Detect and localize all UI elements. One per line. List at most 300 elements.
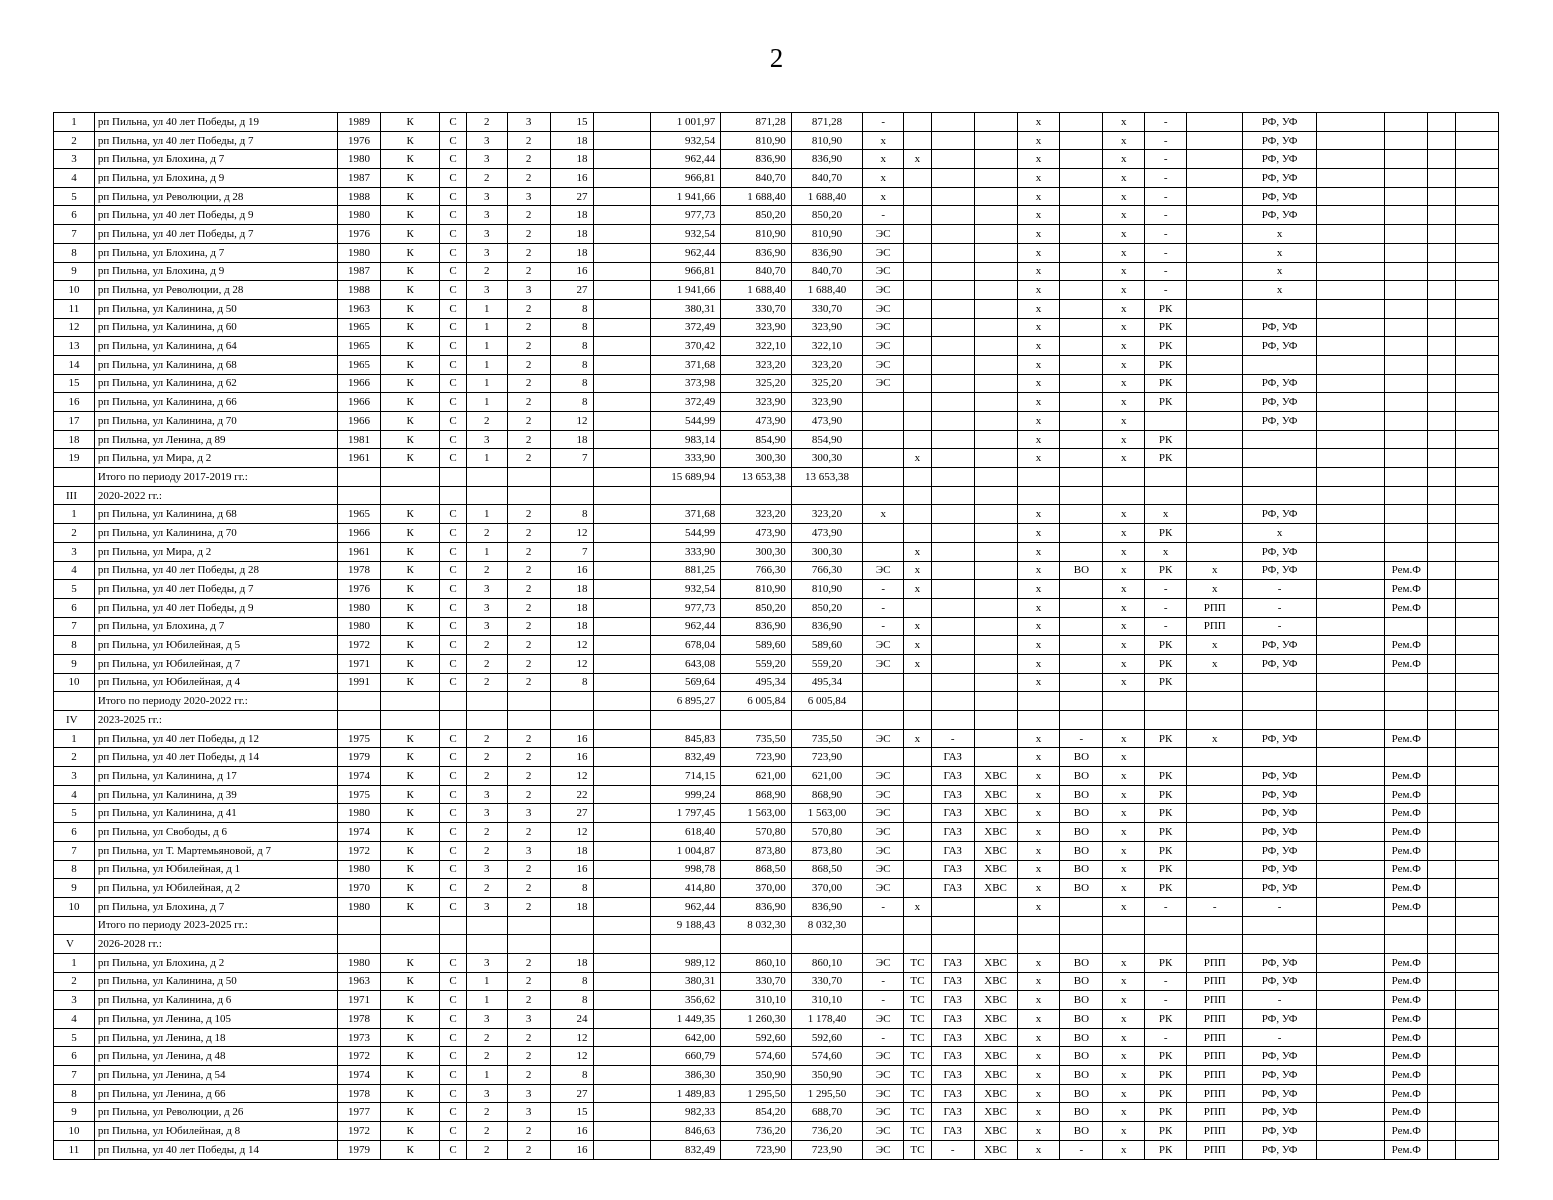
table-cell: рп Пильна, ул Ленина, д 18 (94, 1028, 337, 1047)
table-row (54, 1010, 1499, 1029)
table-cell: 810,90 (791, 225, 863, 244)
table-cell: С (440, 262, 467, 281)
table-cell: К (380, 430, 439, 449)
table-cell (1385, 412, 1428, 431)
table-cell: С (440, 374, 467, 393)
table-row (54, 654, 1499, 673)
table-cell: РК (1145, 785, 1187, 804)
table-cell (550, 935, 593, 954)
table-cell: x (1243, 262, 1317, 281)
table-cell (1455, 355, 1498, 374)
table-cell (1243, 916, 1317, 935)
table-cell: 2 (507, 318, 550, 337)
spacer-cell (593, 860, 650, 879)
table-cell (1385, 505, 1428, 524)
spacer-cell (593, 935, 650, 954)
table-cell (507, 486, 550, 505)
table-cell (1455, 879, 1498, 898)
table-cell: 1963 (338, 299, 381, 318)
table-cell: 723,90 (791, 1140, 863, 1159)
table-cell: - (1145, 991, 1187, 1010)
table-cell: 962,44 (650, 617, 721, 636)
table-cell: 840,70 (791, 169, 863, 188)
table-cell: РФ, УФ (1243, 1066, 1317, 1085)
table-cell: 1991 (338, 673, 381, 692)
table-cell: 371,68 (650, 505, 721, 524)
table-cell: РК (1145, 374, 1187, 393)
table-cell: 300,30 (721, 542, 792, 561)
table-cell: 2 (466, 673, 507, 692)
table-cell: 850,20 (791, 598, 863, 617)
table-cell: РК (1145, 1103, 1187, 1122)
table-cell: рп Пильна, ул Ленина, д 54 (94, 1066, 337, 1085)
table-cell: 1972 (338, 636, 381, 655)
table-cell (1316, 468, 1384, 487)
spacer-cell (593, 299, 650, 318)
spacer-cell (1428, 1084, 1456, 1103)
table-cell: 6 895,27 (650, 692, 721, 711)
table-cell: 323,90 (721, 318, 792, 337)
table-cell: 998,78 (650, 860, 721, 879)
table-cell: 19 (54, 449, 95, 468)
table-cell: x (863, 169, 904, 188)
table-cell: x (1017, 580, 1060, 599)
table-cell (1385, 355, 1428, 374)
table-cell: - (863, 617, 904, 636)
table-cell (1187, 281, 1243, 300)
table-cell (1060, 430, 1103, 449)
table-cell: С (440, 879, 467, 898)
table-cell: рп Пильна, ул Юбилейная, д 5 (94, 636, 337, 655)
table-cell: Рем.Ф (1385, 785, 1428, 804)
table-cell (1187, 748, 1243, 767)
table-cell: x (1017, 542, 1060, 561)
table-cell: К (380, 113, 439, 132)
table-cell: 854,90 (721, 430, 792, 449)
table-cell: 3 (466, 131, 507, 150)
table-cell (974, 412, 1017, 431)
table-cell: 3 (466, 281, 507, 300)
table-row (54, 897, 1499, 916)
table-cell (466, 486, 507, 505)
table-cell: ЭС (863, 841, 904, 860)
table-cell: x (1103, 187, 1145, 206)
table-cell: рп Пильна, ул Юбилейная, д 2 (94, 879, 337, 898)
table-cell (863, 692, 904, 711)
table-cell (974, 449, 1017, 468)
table-cell (974, 281, 1017, 300)
table-cell: x (1103, 131, 1145, 150)
table-cell: рп Пильна, ул Блохина, д 9 (94, 169, 337, 188)
table-cell: 8 (550, 991, 593, 1010)
table-cell (1103, 692, 1145, 711)
table-cell: 574,60 (791, 1047, 863, 1066)
table-cell: x (1103, 542, 1145, 561)
table-cell: РПП (1187, 598, 1243, 617)
table-cell: 1965 (338, 337, 381, 356)
table-cell (466, 692, 507, 711)
table-cell (1455, 206, 1498, 225)
table-cell: рп Пильна, ул 40 лет Победы, д 12 (94, 729, 337, 748)
table-cell: - (863, 991, 904, 1010)
table-cell (904, 673, 932, 692)
table-cell: ГАЗ (931, 1028, 974, 1047)
table-cell: 2 (507, 953, 550, 972)
table-cell: 1966 (338, 412, 381, 431)
table-cell: ГАЗ (931, 1122, 974, 1141)
table-cell: 2 (507, 654, 550, 673)
table-cell: 932,54 (650, 580, 721, 599)
table-cell: 3 (507, 1010, 550, 1029)
table-cell: С (440, 748, 467, 767)
table-cell (440, 711, 467, 730)
table-cell: рп Пильна, ул Калинина, д 70 (94, 524, 337, 543)
table-cell (1455, 412, 1498, 431)
table-cell: 1989 (338, 113, 381, 132)
table-cell: ГАЗ (931, 1066, 974, 1085)
table-cell: 854,90 (791, 430, 863, 449)
table-cell: 323,90 (791, 393, 863, 412)
table-cell: РПП (1187, 1066, 1243, 1085)
table-cell: - (1145, 262, 1187, 281)
table-cell: ВО (1060, 804, 1103, 823)
table-cell (507, 935, 550, 954)
table-cell: 27 (550, 1084, 593, 1103)
table-cell (1060, 337, 1103, 356)
table-cell: 2 (507, 636, 550, 655)
table-cell: 1961 (338, 449, 381, 468)
table-cell: ЭС (863, 636, 904, 655)
spacer-cell (1428, 991, 1456, 1010)
table-cell: 1 (54, 953, 95, 972)
table-cell: РК (1145, 449, 1187, 468)
table-cell: 2 (54, 131, 95, 150)
table-row (54, 860, 1499, 879)
table-cell (1060, 505, 1103, 524)
table-cell (1455, 860, 1498, 879)
table-cell: ГАЗ (931, 804, 974, 823)
table-cell: рп Пильна, ул Ленина, д 66 (94, 1084, 337, 1103)
table-cell: x (1017, 860, 1060, 879)
table-cell: рп Пильна, ул Калинина, д 39 (94, 785, 337, 804)
table-cell: x (904, 580, 932, 599)
table-cell: x (1017, 953, 1060, 972)
table-cell: x (1103, 449, 1145, 468)
table-cell (974, 225, 1017, 244)
table-cell: РФ, УФ (1243, 393, 1317, 412)
table-cell: 1976 (338, 225, 381, 244)
table-cell: 592,60 (721, 1028, 792, 1047)
table-cell: - (1243, 1028, 1317, 1047)
table-cell: 6 (54, 206, 95, 225)
table-cell: x (1017, 804, 1060, 823)
table-cell: 618,40 (650, 823, 721, 842)
table-cell (974, 711, 1017, 730)
table-cell: ГАЗ (931, 823, 974, 842)
table-cell: x (1103, 953, 1145, 972)
table-cell (1103, 935, 1145, 954)
table-cell: 300,30 (791, 449, 863, 468)
table-cell: РК (1145, 673, 1187, 692)
table-cell: 544,99 (650, 524, 721, 543)
table-cell: ВО (1060, 860, 1103, 879)
table-cell: 2 (507, 879, 550, 898)
table-cell: К (380, 1047, 439, 1066)
table-cell: 12 (550, 767, 593, 786)
table-cell (1455, 1028, 1498, 1047)
table-cell: С (440, 524, 467, 543)
spacer-cell (1428, 337, 1456, 356)
table-cell: 544,99 (650, 412, 721, 431)
table-cell (1187, 187, 1243, 206)
table-cell: 380,31 (650, 972, 721, 991)
table-cell (931, 113, 974, 132)
table-cell: 5 (54, 1028, 95, 1047)
table-cell: - (863, 598, 904, 617)
table-cell: 1 449,35 (650, 1010, 721, 1029)
table-cell (1385, 225, 1428, 244)
table-cell: x (1103, 393, 1145, 412)
table-cell (974, 318, 1017, 337)
table-cell (54, 916, 95, 935)
table-cell: 2 (466, 748, 507, 767)
table-cell: III (54, 486, 95, 505)
table-cell (904, 879, 932, 898)
table-cell: ТС (904, 972, 932, 991)
table-cell (974, 561, 1017, 580)
spacer-cell (593, 169, 650, 188)
table-cell: 10 (54, 673, 95, 692)
table-cell: 3 (466, 580, 507, 599)
table-cell: 592,60 (791, 1028, 863, 1047)
table-cell: РФ, УФ (1243, 542, 1317, 561)
table-cell: 2 (466, 524, 507, 543)
table-cell (1243, 449, 1317, 468)
table-cell: ГАЗ (931, 991, 974, 1010)
table-cell: 840,70 (791, 262, 863, 281)
table-cell: 1 941,66 (650, 281, 721, 300)
table-cell: рп Пильна, ул 40 лет Победы, д 7 (94, 580, 337, 599)
table-cell: 2 (54, 972, 95, 991)
table-row (54, 1028, 1499, 1047)
table-cell: 1978 (338, 1010, 381, 1029)
table-cell: 8 (550, 337, 593, 356)
table-cell: 1 688,40 (721, 187, 792, 206)
table-cell: С (440, 225, 467, 244)
table-cell (1060, 468, 1103, 487)
table-cell: 642,00 (650, 1028, 721, 1047)
table-cell: 723,90 (791, 748, 863, 767)
table-cell (1316, 598, 1384, 617)
table-row (54, 225, 1499, 244)
table-cell: 18 (550, 243, 593, 262)
table-row (54, 150, 1499, 169)
table-cell (1103, 916, 1145, 935)
table-cell: ЭС (863, 561, 904, 580)
table-cell: 873,80 (791, 841, 863, 860)
spacer-cell (593, 449, 650, 468)
table-cell (974, 673, 1017, 692)
table-cell: ВО (1060, 1103, 1103, 1122)
table-cell (338, 916, 381, 935)
table-cell: 2 (507, 206, 550, 225)
table-cell: ЭС (863, 281, 904, 300)
table-cell: 832,49 (650, 748, 721, 767)
table-cell: РПП (1187, 991, 1243, 1010)
table-cell (904, 692, 932, 711)
table-cell: РК (1145, 355, 1187, 374)
table-cell: 323,20 (791, 355, 863, 374)
table-cell (1316, 673, 1384, 692)
spacer-cell (1428, 468, 1456, 487)
spacer-cell (593, 505, 650, 524)
table-cell: 7 (54, 617, 95, 636)
table-cell: ХВС (974, 972, 1017, 991)
table-cell (1316, 916, 1384, 935)
table-cell (1455, 916, 1498, 935)
table-cell (931, 150, 974, 169)
table-cell (1060, 916, 1103, 935)
spacer-cell (593, 729, 650, 748)
table-cell (974, 505, 1017, 524)
table-cell (338, 468, 381, 487)
table-cell (1385, 113, 1428, 132)
spacer-cell (593, 206, 650, 225)
table-cell: 1980 (338, 150, 381, 169)
table-cell: 678,04 (650, 636, 721, 655)
table-cell: x (1145, 542, 1187, 561)
table-row (54, 131, 1499, 150)
table-cell: РФ, УФ (1243, 1103, 1317, 1122)
table-cell (1060, 580, 1103, 599)
table-cell: 962,44 (650, 897, 721, 916)
spacer-cell (593, 187, 650, 206)
table-cell (1060, 654, 1103, 673)
table-cell: 570,80 (721, 823, 792, 842)
table-cell (1243, 430, 1317, 449)
table-cell: С (440, 953, 467, 972)
table-cell: 16 (550, 729, 593, 748)
table-cell: x (1243, 225, 1317, 244)
table-cell: 18 (550, 598, 593, 617)
spacer-cell (1428, 225, 1456, 244)
table-cell (904, 243, 932, 262)
table-row (54, 169, 1499, 188)
table-cell (380, 711, 439, 730)
table-cell: РФ, УФ (1243, 729, 1317, 748)
table-cell: 860,10 (791, 953, 863, 972)
table-cell: - (1060, 729, 1103, 748)
table-cell: РФ, УФ (1243, 113, 1317, 132)
table-cell (1316, 897, 1384, 916)
table-cell: С (440, 636, 467, 655)
table-cell: РК (1145, 561, 1187, 580)
table-cell (904, 281, 932, 300)
table-cell (1455, 393, 1498, 412)
table-cell (1316, 1103, 1384, 1122)
spacer-cell (593, 804, 650, 823)
table-cell (1316, 486, 1384, 505)
table-cell: x (1017, 823, 1060, 842)
table-cell: С (440, 804, 467, 823)
table-cell: 372,49 (650, 318, 721, 337)
table-cell (1187, 412, 1243, 431)
spacer-cell (1428, 1047, 1456, 1066)
table-cell (904, 262, 932, 281)
table-cell: x (904, 561, 932, 580)
table-cell (904, 206, 932, 225)
table-cell: рп Пильна, ул Калинина, д 41 (94, 804, 337, 823)
table-cell: 1978 (338, 1084, 381, 1103)
table-cell (1385, 468, 1428, 487)
table-row (54, 823, 1499, 842)
table-cell: С (440, 206, 467, 225)
spacer-cell (593, 972, 650, 991)
table-cell: - (1145, 281, 1187, 300)
table-cell: 1 178,40 (791, 1010, 863, 1029)
table-cell (904, 187, 932, 206)
spacer-cell (593, 748, 650, 767)
table-cell: 983,14 (650, 430, 721, 449)
table-cell: К (380, 580, 439, 599)
table-cell: К (380, 972, 439, 991)
table-cell: С (440, 412, 467, 431)
spacer-cell (593, 374, 650, 393)
table-cell (904, 711, 932, 730)
table-cell: рп Пильна, ул Калинина, д 17 (94, 767, 337, 786)
total-row (54, 916, 1499, 935)
table-cell: 323,20 (791, 505, 863, 524)
table-cell (1455, 991, 1498, 1010)
spacer-cell (1428, 150, 1456, 169)
table-cell: ЭС (863, 654, 904, 673)
table-cell: С (440, 785, 467, 804)
table-cell: - (1243, 580, 1317, 599)
table-cell: ВО (1060, 767, 1103, 786)
table-cell: С (440, 897, 467, 916)
table-cell (931, 897, 974, 916)
table-cell (1017, 486, 1060, 505)
table-cell: - (931, 729, 974, 748)
table-cell: С (440, 841, 467, 860)
table-cell: 2 (466, 823, 507, 842)
table-row (54, 636, 1499, 655)
table-cell: 310,10 (791, 991, 863, 1010)
table-cell: 1980 (338, 598, 381, 617)
table-cell: 323,20 (721, 505, 792, 524)
table-cell: 932,54 (650, 225, 721, 244)
table-cell: 3 (466, 150, 507, 169)
table-row (54, 299, 1499, 318)
table-row (54, 841, 1499, 860)
table-cell: 22 (550, 785, 593, 804)
table-cell (1316, 505, 1384, 524)
table-row (54, 580, 1499, 599)
table-cell: 16 (550, 262, 593, 281)
table-cell: x (1103, 430, 1145, 449)
table-cell: рп Пильна, ул Революции, д 26 (94, 1103, 337, 1122)
spacer-cell (1428, 169, 1456, 188)
table-cell (1455, 841, 1498, 860)
table-cell: 322,10 (721, 337, 792, 356)
table-cell: 325,20 (791, 374, 863, 393)
table-cell (904, 299, 932, 318)
table-row (54, 393, 1499, 412)
table-cell: 4 (54, 785, 95, 804)
table-cell: 2 (466, 767, 507, 786)
table-row (54, 524, 1499, 543)
table-cell: ЭС (863, 1047, 904, 1066)
